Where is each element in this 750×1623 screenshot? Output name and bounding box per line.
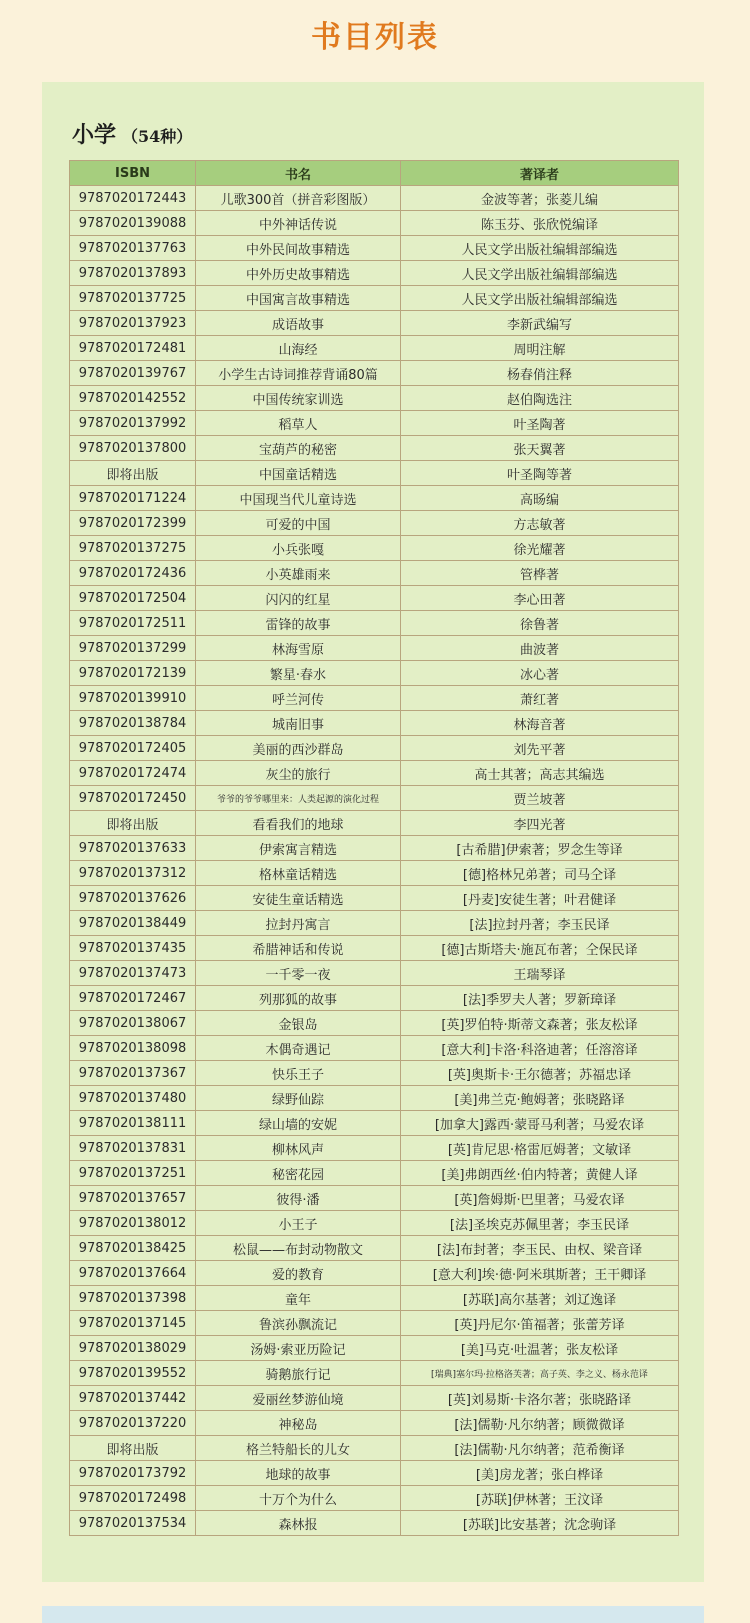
cell-title: 可爱的中国 [196,511,401,536]
table-row [70,811,679,836]
cell-author: 人民文学出版社编辑部编选 [401,261,679,286]
cell-author: 叶圣陶著 [401,411,679,436]
cell-title: 格兰特船长的儿女 [196,1436,401,1461]
cell-author: [法]圣埃克苏佩里著；李玉民译 [401,1211,679,1236]
cell-author: 李新武编写 [401,311,679,336]
header-title: 书名 [196,161,401,186]
cell-isbn: 9787020137664 [70,1261,196,1286]
cell-title: 爷爷的爷爷哪里来：人类起源的演化过程 [196,786,401,811]
table-row [70,636,679,661]
cell-title: 绿山墙的安妮 [196,1111,401,1136]
cell-isbn: 9787020138067 [70,1011,196,1036]
cell-isbn: 即将出版 [70,811,196,836]
table-row [70,361,679,386]
table-row [70,986,679,1011]
table-row [70,936,679,961]
cell-isbn: 9787020172511 [70,611,196,636]
cell-author: [苏联]伊林著；王汶译 [401,1486,679,1511]
table-row [70,1111,679,1136]
table-row [70,1311,679,1336]
table-row [70,1236,679,1261]
cell-isbn: 9787020137220 [70,1411,196,1436]
cell-title: 金银岛 [196,1011,401,1036]
table-row [70,1011,679,1036]
table-row [70,386,679,411]
cell-author: 刘先平著 [401,736,679,761]
cell-author: [美]房龙著；张白桦译 [401,1461,679,1486]
cell-author: [英]刘易斯·卡洛尔著；张晓路译 [401,1386,679,1411]
table-row [70,336,679,361]
cell-title: 神秘岛 [196,1411,401,1436]
cell-title: 看看我们的地球 [196,811,401,836]
cell-isbn: 9787020137367 [70,1061,196,1086]
cell-author: [德]格林兄弟著；司马仝译 [401,861,679,886]
cell-title: 小兵张嘎 [196,536,401,561]
cell-author: 徐光耀著 [401,536,679,561]
cell-isbn: 9787020172436 [70,561,196,586]
cell-isbn: 9787020172504 [70,586,196,611]
table-row [70,1361,679,1386]
cell-title: 雷锋的故事 [196,611,401,636]
cell-title: 宝葫芦的秘密 [196,436,401,461]
cell-title: 繁星·春水 [196,661,401,686]
table-row [70,786,679,811]
cell-title: 童年 [196,1286,401,1311]
table-row [70,911,679,936]
cell-isbn: 9787020142552 [70,386,196,411]
cell-author: 人民文学出版社编辑部编选 [401,286,679,311]
cell-isbn: 9787020138784 [70,711,196,736]
cell-author: 林海音著 [401,711,679,736]
table-row [70,1386,679,1411]
cell-title: 安徒生童话精选 [196,886,401,911]
cell-title: 松鼠——布封动物散文 [196,1236,401,1261]
book-table [69,160,679,1536]
cell-author: [古希腊]伊索著；罗念生等译 [401,836,679,861]
cell-isbn: 9787020137251 [70,1161,196,1186]
cell-title: 呼兰河传 [196,686,401,711]
cell-author: 高士其著；高志其编选 [401,761,679,786]
cell-author: 管桦著 [401,561,679,586]
cell-title: 灰尘的旅行 [196,761,401,786]
cell-author: 周明注解 [401,336,679,361]
cell-isbn: 9787020139088 [70,211,196,236]
table-row [70,186,679,211]
cell-author: [苏联]高尔基著；刘辽逸译 [401,1286,679,1311]
cell-author: 张天翼著 [401,436,679,461]
cell-isbn: 9787020137626 [70,886,196,911]
cell-author: 赵伯陶选注 [401,386,679,411]
cell-isbn: 9787020139767 [70,361,196,386]
cell-isbn: 即将出版 [70,1436,196,1461]
cell-isbn: 9787020172399 [70,511,196,536]
table-row [70,1211,679,1236]
cell-isbn: 9787020138111 [70,1111,196,1136]
table-row [70,1336,679,1361]
cell-author: 金波等著；张菱儿编 [401,186,679,211]
cell-title: 中外神话传说 [196,211,401,236]
cell-title: 十万个为什么 [196,1486,401,1511]
cell-title: 小英雄雨来 [196,561,401,586]
cell-isbn: 9787020172450 [70,786,196,811]
table-row [70,461,679,486]
cell-author: [英]丹尼尔·笛福著；张蕾芳译 [401,1311,679,1336]
cell-isbn: 9787020137398 [70,1286,196,1311]
cell-isbn: 9787020137657 [70,1186,196,1211]
cell-title: 儿歌300首（拼音彩图版） [196,186,401,211]
cell-title: 稻草人 [196,411,401,436]
table-row [70,1161,679,1186]
section-heading [72,118,192,149]
cell-author: 杨春俏注释 [401,361,679,386]
table-row [70,1486,679,1511]
cell-isbn: 9787020138425 [70,1236,196,1261]
cell-author: [加拿大]露西·蒙哥马利著；马爱农译 [401,1111,679,1136]
table-row [70,1261,679,1286]
cell-title: 闪闪的红星 [196,586,401,611]
cell-author: [英]奥斯卡·王尔德著；苏福忠译 [401,1061,679,1086]
table-row [70,611,679,636]
cell-isbn: 9787020137893 [70,261,196,286]
table-row [70,1086,679,1111]
cell-isbn: 9787020138098 [70,1036,196,1061]
cell-isbn: 9787020139910 [70,686,196,711]
cell-isbn: 9787020172498 [70,1486,196,1511]
cell-author: 人民文学出版社编辑部编选 [401,236,679,261]
cell-author: [法]布封著；李玉民、由权、梁音译 [401,1236,679,1261]
cell-isbn: 9787020137145 [70,1311,196,1336]
header-author: 著译者 [401,161,679,186]
cell-author: [美]马克·吐温著；张友松译 [401,1336,679,1361]
cell-isbn: 9787020137763 [70,236,196,261]
cell-isbn: 9787020138449 [70,911,196,936]
table-row [70,211,679,236]
cell-title: 地球的故事 [196,1461,401,1486]
cell-author: 陈玉芬、张欣悦编译 [401,211,679,236]
cell-author: 萧红著 [401,686,679,711]
cell-author: 高旸编 [401,486,679,511]
table-row [70,286,679,311]
table-body [70,186,679,1536]
table-row [70,586,679,611]
cell-title: 小王子 [196,1211,401,1236]
cell-title: 中国寓言故事精选 [196,286,401,311]
cell-author: 李四光著 [401,811,679,836]
table-row [70,511,679,536]
cell-author: 冰心著 [401,661,679,686]
table-row [70,311,679,336]
cell-title: 中国传统家训选 [196,386,401,411]
cell-author: [丹麦]安徒生著；叶君健译 [401,886,679,911]
cell-title: 中外历史故事精选 [196,261,401,286]
cell-author: 贾兰坡著 [401,786,679,811]
cell-author: [法]儒勒·凡尔纳著；范希衡译 [401,1436,679,1461]
cell-title: 格林童话精选 [196,861,401,886]
cell-isbn: 9787020137275 [70,536,196,561]
cell-title: 绿野仙踪 [196,1086,401,1111]
cell-author: [美]弗朗西丝·伯内特著；黄健人译 [401,1161,679,1186]
cell-author: [苏联]比安基著；沈念驹译 [401,1511,679,1536]
cell-title: 爱的教育 [196,1261,401,1286]
cell-isbn: 9787020137312 [70,861,196,886]
cell-author: 叶圣陶等著 [401,461,679,486]
cell-isbn: 9787020172481 [70,336,196,361]
cell-isbn: 9787020137534 [70,1511,196,1536]
cell-isbn: 9787020137299 [70,636,196,661]
section-count: （54种） [122,127,193,146]
cell-title: 拉封丹寓言 [196,911,401,936]
section-title: 小学 [72,122,117,148]
header-isbn: ISBN [70,161,196,186]
cell-isbn: 即将出版 [70,461,196,486]
cell-author: 徐鲁著 [401,611,679,636]
cell-title: 一千零一夜 [196,961,401,986]
table-row [70,761,679,786]
table-row [70,1286,679,1311]
cell-title: 山海经 [196,336,401,361]
next-section-panel [42,1606,704,1623]
cell-author: [法]拉封丹著；李玉民译 [401,911,679,936]
cell-title: 柳林风声 [196,1136,401,1161]
book-list-panel [42,82,704,1582]
cell-isbn: 9787020137435 [70,936,196,961]
cell-author: [法]季罗夫人著；罗新璋译 [401,986,679,1011]
cell-isbn: 9787020137923 [70,311,196,336]
cell-title: 中外民间故事精选 [196,236,401,261]
table-row [70,861,679,886]
cell-isbn: 9787020172405 [70,736,196,761]
cell-title: 汤姆·索亚历险记 [196,1336,401,1361]
cell-author: [意大利]埃·德·阿米琪斯著；王干卿译 [401,1261,679,1286]
cell-title: 彼得·潘 [196,1186,401,1211]
cell-isbn: 9787020172467 [70,986,196,1011]
table-row [70,961,679,986]
cell-title: 林海雪原 [196,636,401,661]
cell-isbn: 9787020137725 [70,286,196,311]
table-row [70,1436,679,1461]
table-row [70,1136,679,1161]
cell-isbn: 9787020171224 [70,486,196,511]
cell-title: 爱丽丝梦游仙境 [196,1386,401,1411]
table-row [70,486,679,511]
cell-isbn: 9787020137800 [70,436,196,461]
table-row [70,661,679,686]
table-row [70,711,679,736]
cell-isbn: 9787020137992 [70,411,196,436]
cell-isbn: 9787020137473 [70,961,196,986]
cell-title: 木偶奇遇记 [196,1036,401,1061]
cell-isbn: 9787020172474 [70,761,196,786]
table-row [70,836,679,861]
cell-author: [英]罗伯特·斯蒂文森著；张友松译 [401,1011,679,1036]
cell-isbn: 9787020172443 [70,186,196,211]
cell-isbn: 9787020138012 [70,1211,196,1236]
table-header-row [70,161,679,186]
table-row [70,561,679,586]
cell-title: 鲁滨孙飘流记 [196,1311,401,1336]
cell-title: 美丽的西沙群岛 [196,736,401,761]
cell-author: [英]肯尼思·格雷厄姆著；文敏译 [401,1136,679,1161]
table-row [70,1461,679,1486]
cell-author: [法]儒勒·凡尔纳著；顾微微译 [401,1411,679,1436]
page-title: 书目列表 [311,20,439,55]
cell-author: 曲波著 [401,636,679,661]
table-row [70,1511,679,1536]
table-row [70,886,679,911]
table-row [70,261,679,286]
cell-isbn: 9787020137633 [70,836,196,861]
table-row [70,436,679,461]
table-row [70,411,679,436]
cell-author: 王瑞琴译 [401,961,679,986]
cell-title: 骑鹅旅行记 [196,1361,401,1386]
cell-author: [瑞典]塞尔玛·拉格洛芙著；高子英、李之义、杨永范译 [401,1361,679,1386]
cell-title: 列那狐的故事 [196,986,401,1011]
table-row [70,536,679,561]
cell-isbn: 9787020137442 [70,1386,196,1411]
table-row [70,736,679,761]
cell-author: [意大利]卡洛·科洛迪著；任溶溶译 [401,1036,679,1061]
cell-author: 方志敏著 [401,511,679,536]
table-row [70,1186,679,1211]
cell-title: 小学生古诗词推荐背诵80篇 [196,361,401,386]
cell-isbn: 9787020172139 [70,661,196,686]
table-row [70,1036,679,1061]
cell-isbn: 9787020137480 [70,1086,196,1111]
table-row [70,1411,679,1436]
cell-title: 快乐王子 [196,1061,401,1086]
cell-title: 城南旧事 [196,711,401,736]
cell-isbn: 9787020173792 [70,1461,196,1486]
cell-isbn: 9787020137831 [70,1136,196,1161]
cell-title: 中国童话精选 [196,461,401,486]
cell-author: 李心田著 [401,586,679,611]
table-row [70,1061,679,1086]
cell-author: [美]弗兰克·鲍姆著；张晓路译 [401,1086,679,1111]
cell-title: 希腊神话和传说 [196,936,401,961]
cell-title: 秘密花园 [196,1161,401,1186]
cell-isbn: 9787020138029 [70,1336,196,1361]
cell-title: 成语故事 [196,311,401,336]
cell-author: [德]古斯塔夫·施瓦布著；仝保民译 [401,936,679,961]
cell-isbn: 9787020139552 [70,1361,196,1386]
table-row [70,686,679,711]
cell-author: [英]詹姆斯·巴里著；马爱农译 [401,1186,679,1211]
table-row [70,236,679,261]
cell-title: 森林报 [196,1511,401,1536]
cell-title: 中国现当代儿童诗选 [196,486,401,511]
cell-title: 伊索寓言精选 [196,836,401,861]
